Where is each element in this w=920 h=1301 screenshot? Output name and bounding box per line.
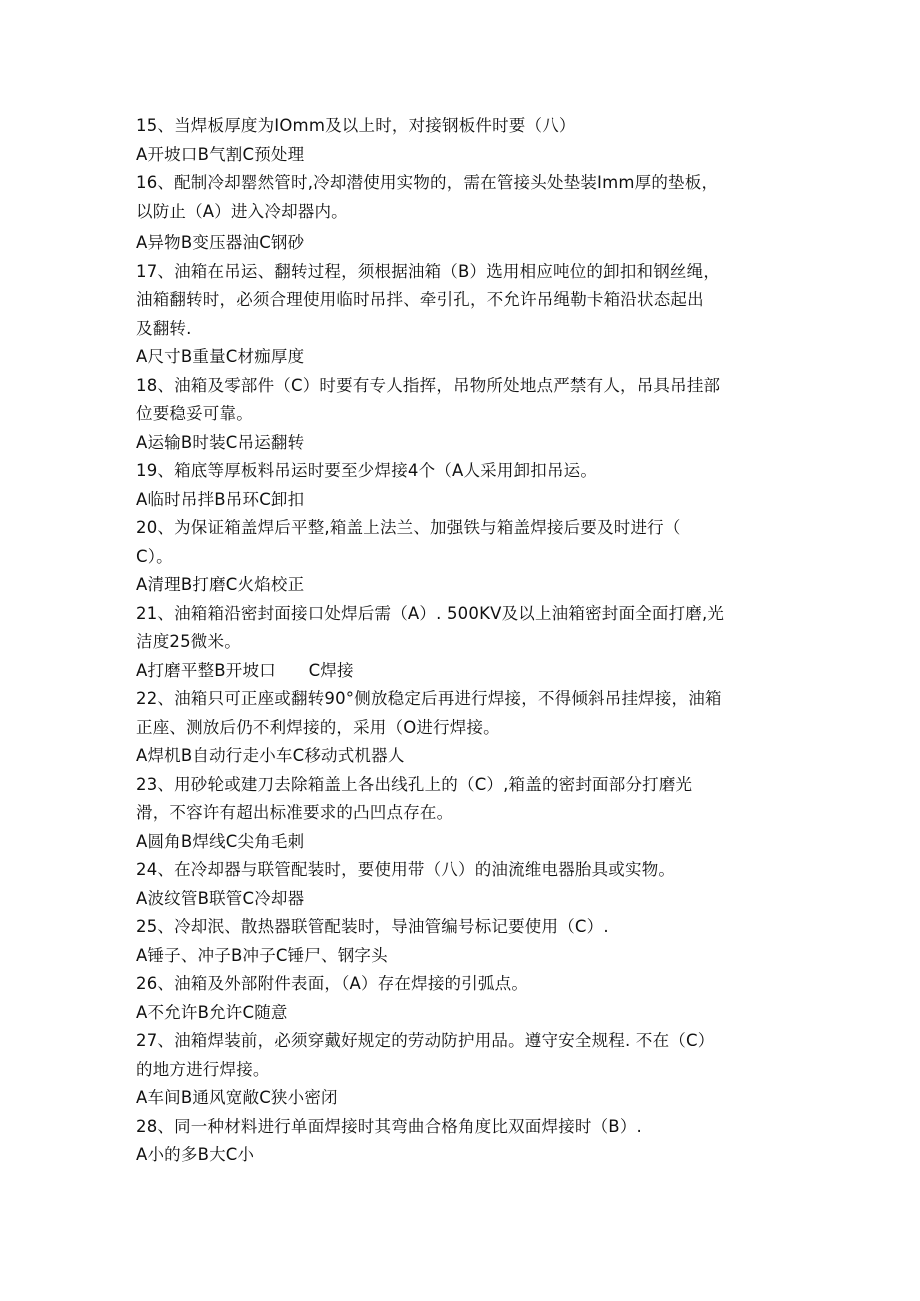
options-25: A锤子、冲子B冲子C锤尸、钢字头 [136,945,388,965]
question-20: 20、为保证箱盖焊后平整,箱盖上法兰、加强铁与箱盖焊接后要及时进行（ [136,518,681,537]
options-19: A临时吊拌B吊环C卸扣 [136,489,305,509]
question-21: 21、油箱箱沿密封面接口处焊后需（A）. 500KV及以上油箱密封面全面打磨,光 [136,603,725,623]
question-20-cont: C）。 [136,546,173,566]
document-body [136,112,786,1170]
question-17-cont: 及翻转. [136,318,192,338]
question-23: 23、用砂轮或建刀去除箱盖上各出线孔上的（C）,箱盖的密封面部分打磨光 [136,774,693,794]
options-24: A波纹管B联管C冷却器 [136,888,305,908]
options-18: A运输B时装C吊运翻转 [136,432,305,452]
question-18: 18、油箱及零部件（C）时要有专人指挥，吊物所处地点严禁有人，吊具吊挂部 [136,375,721,395]
question-16-cont: 以防止（A）进入冷却器内。 [136,201,348,221]
question-18-cont: 位要稳妥可靠。 [136,404,253,423]
options-21: A打磨平整B开坡口 C焊接 [136,660,354,680]
question-15: 15、当焊板厚度为IOmm及以上时，对接钢板件时要（八） [136,116,576,135]
options-27: A车间B通风宽敞C狭小密闭 [136,1088,338,1107]
question-22-cont: 正座、测放后仍不利焊接的，采用（O进行焊接。 [136,717,500,737]
question-21-cont: 洁度25微米。 [136,632,241,651]
options-15: A开坡口B气割C预处理 [136,144,305,164]
question-23-cont: 滑，不容许有超出标准要求的凸凹点存在。 [136,803,454,822]
options-17: A尺寸B重量C材痂厚度 [136,347,305,366]
options-26: A不允许B允许C随意 [136,1002,288,1022]
question-19: 19、箱底等厚板料吊运时要至少焊接4个（A人采用卸扣吊运。 [136,461,598,480]
options-28: A小的多B大C小 [136,1145,255,1164]
options-22: A焊机B自动行走小车C移动式机器人 [136,746,405,765]
question-17-cont: 油箱翻转时，必须合理使用临时吊拌、牵引孔，不允许吊绳勒卡箱沿状态起出 [136,290,704,309]
question-16: 16、配制冷却罂然管时,冷却潜使用实物的，需在管接头处垫装Imm厚的垫板， [136,173,719,192]
question-24: 24、在冷却器与联管配装时，要使用带（八）的油流维电器胎具或实物。 [136,860,676,879]
question-17: 17、油箱在吊运、翻转过程，须根据油箱（B）选用相应吨位的卸扣和钢丝绳， [136,261,721,281]
question-26: 26、油箱及外部附件表面，（A）存在焊接的引弧点。 [136,974,529,993]
question-25: 25、冷却泯、散热器联管配装时，导油管编号标记要使用（C）. [136,917,609,936]
options-23: A圆角B焊线C尖角毛刺 [136,831,305,851]
question-22: 22、油箱只可正座或翻转90°侧放稳定后再进行焊接，不得倾斜吊挂焊接，油箱 [136,689,722,708]
question-28: 28、同一种材料进行单面焊接时其弯曲合格角度比双面焊接时（B）. [136,1116,642,1136]
question-27: 27、油箱焊装前，必须穿戴好规定的劳动防护用品。遵守安全规程. 不在（C） [136,1031,715,1050]
options-20: A清理B打磨C火焰校正 [136,575,305,594]
options-16: A异物B变压器油C钢砂 [136,233,305,252]
question-27-cont: 的地方进行焊接。 [136,1059,270,1079]
